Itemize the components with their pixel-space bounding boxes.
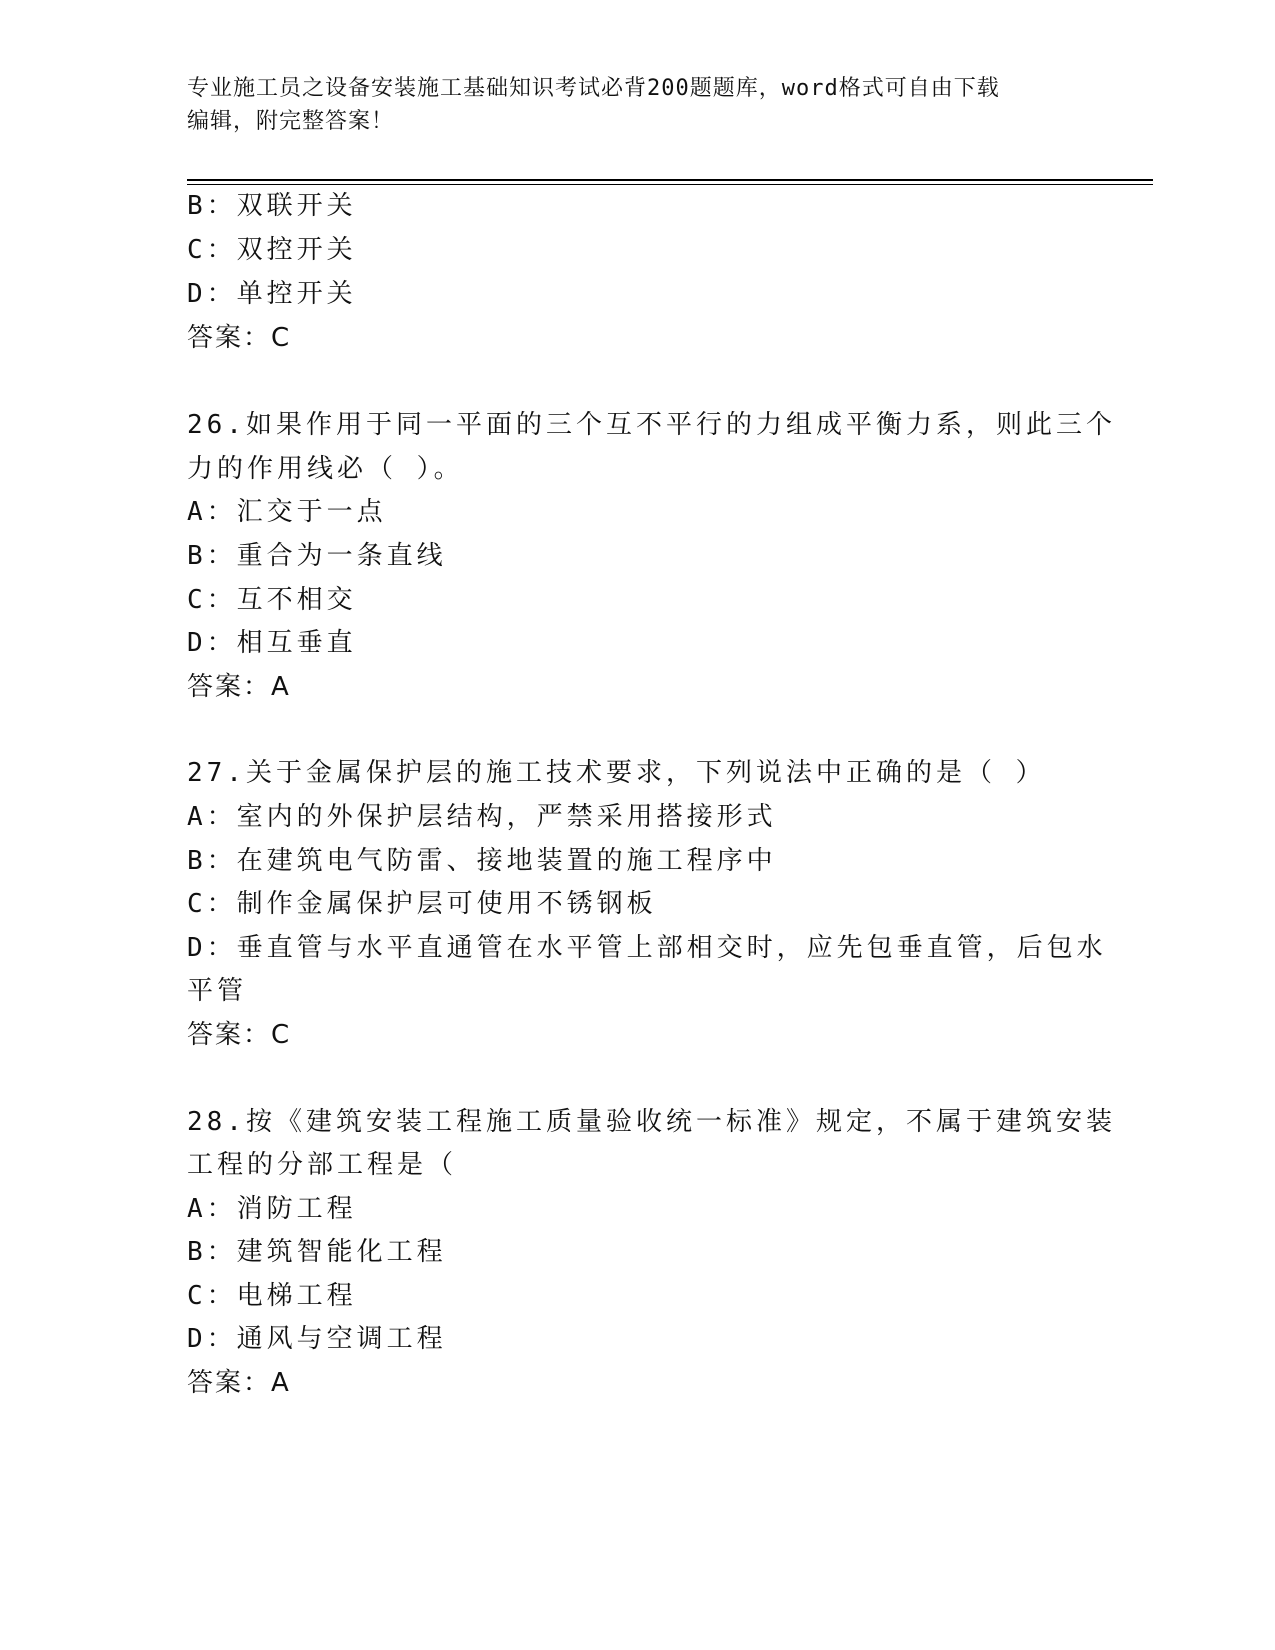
q26-answer: 答案：A — [187, 672, 291, 702]
header-rule-thick — [187, 179, 1153, 181]
q28-option-a: A：消防工程 — [187, 1194, 357, 1224]
q27-option-b: B：在建筑电气防雷、接地装置的施工程序中 — [187, 846, 777, 876]
q26-stem-line-1: 26.如果作用于同一平面的三个互不平行的力组成平衡力系，则此三个 — [187, 410, 1116, 440]
q27-stem-line-1: 27.关于金属保护层的施工技术要求，下列说法中正确的是（ ） — [187, 758, 1046, 788]
q25-option-c: C：双控开关 — [187, 235, 357, 265]
header-line-1: 专业施工员之设备安装施工基础知识考试必背200题题库，word格式可自由下载 — [187, 76, 1000, 101]
q26-option-d: D：相互垂直 — [187, 628, 357, 658]
q25-answer: 答案：C — [187, 323, 292, 353]
q28-answer: 答案：A — [187, 1368, 291, 1398]
q28-option-b: B：建筑智能化工程 — [187, 1237, 447, 1267]
header-rule-thin — [187, 184, 1153, 185]
header-line-2: 编辑，附完整答案！ — [187, 109, 395, 134]
q26-option-b: B：重合为一条直线 — [187, 541, 447, 571]
q25-option-d: D：单控开关 — [187, 279, 357, 309]
q28-option-c: C：电梯工程 — [187, 1281, 357, 1311]
q26-stem-line-2: 力的作用线必（ ）。 — [187, 454, 464, 484]
q27-answer: 答案：C — [187, 1020, 292, 1050]
q28-stem-line-2: 工程的分部工程是（ — [187, 1150, 458, 1180]
q27-option-d-line-1: D：垂直管与水平直通管在水平管上部相交时，应先包垂直管，后包水 — [187, 933, 1107, 963]
q28-stem-line-1: 28.按《建筑安装工程施工质量验收统一标准》规定，不属于建筑安装 — [187, 1107, 1116, 1137]
document-header — [187, 72, 1067, 138]
q26-option-c: C：互不相交 — [187, 585, 357, 615]
q28-option-d: D：通风与空调工程 — [187, 1324, 447, 1354]
q27-option-d-line-2: 平管 — [187, 976, 248, 1006]
q27-option-a: A：室内的外保护层结构，严禁采用搭接形式 — [187, 802, 777, 832]
q27-option-c: C：制作金属保护层可使用不锈钢板 — [187, 889, 657, 919]
q25-option-b: B：双联开关 — [187, 191, 357, 221]
q26-option-a: A：汇交于一点 — [187, 497, 387, 527]
